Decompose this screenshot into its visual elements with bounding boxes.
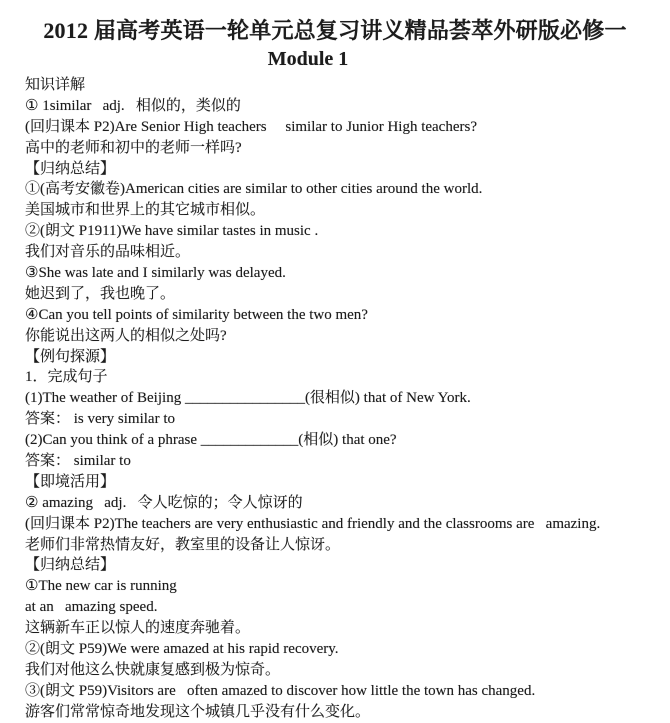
fill-blank-question-1: (1)The weather of Beijing ________________(很相似) that of New York.: [25, 390, 471, 407]
document-body: [25, 75, 670, 723]
text-line: (回归课本 P2)The teachers are very enthusiastic and friendly and the classrooms are amazing.: [25, 515, 601, 532]
text-line: 老师们非常热情友好，教室里的设备让人惊讶。: [25, 536, 341, 553]
text-line: (回归课本 P2)Are Senior High teachers similar to Junior High teachers?: [25, 118, 477, 135]
text-line: ①(高考安徽卷)American cities are similar to other cities around the world.: [25, 181, 483, 198]
text-line: ③She was late and I similarly was delayed.: [25, 265, 286, 282]
text-line: ①The new car is running: [25, 578, 177, 595]
section-label-example-exploration: 【例句探源】: [25, 348, 116, 365]
text-line: ③(朗文 P59)Visitors are often amazed to discover how little the town has changed.: [25, 682, 536, 699]
exercise-heading: 1．完成句子: [25, 369, 108, 386]
text-line: at an amazing speed.: [25, 599, 158, 616]
module-heading: Module 1: [267, 48, 349, 70]
text-line-cutoff: 游客们常常惊奇地发现这个城镇几乎没有什么变化。: [25, 703, 371, 720]
text-line: 你能说出这两人的相似之处吗?: [25, 327, 227, 344]
section-label-practice: 【即境活用】: [25, 473, 116, 490]
vocab-entry-similar: ① 1similar adj. 相似的，类似的: [25, 97, 241, 114]
answer-line: 答案： similar to: [25, 453, 131, 470]
answer-line: 答案： is very similar to: [25, 411, 175, 428]
fill-blank-question-2: (2)Can you think of a phrase _____________(相似) that one?: [25, 432, 397, 449]
text-line: 我们对他这么快就康复感到极为惊奇。: [25, 661, 281, 678]
text-line: ②(朗文 P59)We were amazed at his rapid recovery.: [25, 641, 339, 658]
text-line: 高中的老师和初中的老师一样吗?: [25, 139, 242, 156]
vocab-entry-amazing: ② amazing adj. 令人吃惊的；令人惊讶的: [25, 494, 303, 511]
section-label-summary: 【归纳总结】: [25, 557, 116, 574]
text-line: 她迟到了，我也晚了。: [25, 285, 176, 302]
text-line: ④Can you tell points of similarity between the two men?: [25, 306, 368, 323]
text-line: ②(朗文 P1911)We have similar tastes in music .: [25, 223, 319, 240]
text-line: 美国城市和世界上的其它城市相似。: [25, 202, 266, 219]
document-title: 2012 届高考英语一轮单元总复习讲义精品荟萃外研版必修一: [43, 18, 627, 43]
section-label-knowledge-details: 知识详解: [25, 77, 86, 93]
text-line: 这辆新车正以惊人的速度奔驰着。: [25, 620, 251, 637]
text-line: 我们对音乐的品味相近。: [25, 244, 191, 261]
section-label-summary: 【归纳总结】: [25, 160, 116, 177]
